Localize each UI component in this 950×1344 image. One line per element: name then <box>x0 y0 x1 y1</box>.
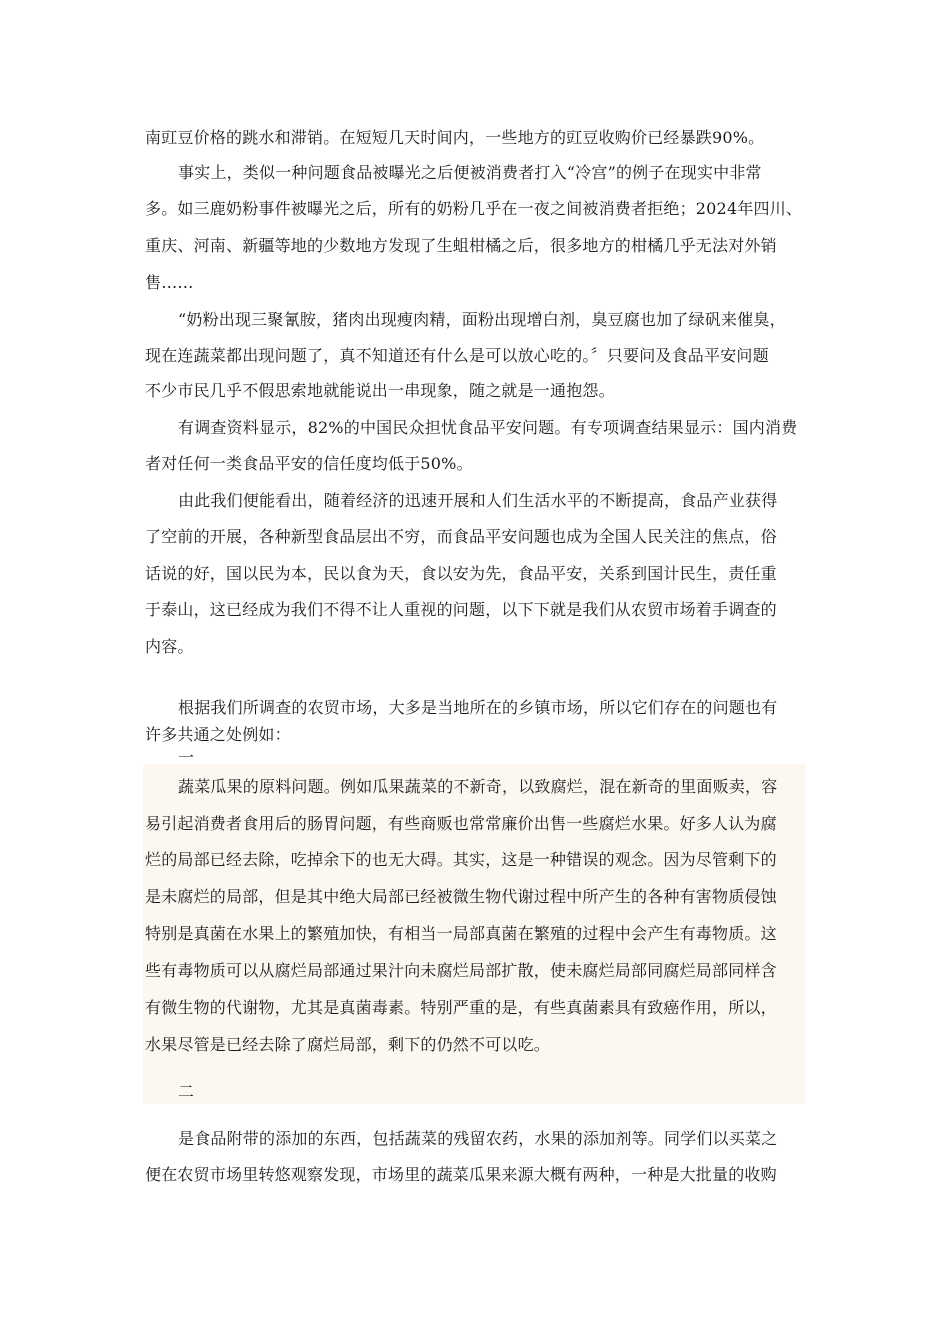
text-line: 了空前的开展，各种新型食品层出不穷，而食品平安问题也成为全国人民关注的焦点，俗 <box>145 527 777 546</box>
text-line: 多。如三鹿奶粉事件被曝光之后，所有的奶粉几乎在一夜之间被消费者拒绝；2024年四川、 <box>145 199 803 218</box>
text-line: 易引起消费者食用后的肠胃问题，有些商贩也常常廉价出售一些腐烂水果。好多人认为腐 <box>145 814 777 833</box>
text-line: 有微生物的代谢物，尤其是真菌毒素。特别严重的是，有些真菌素具有致癌作用，所以， <box>145 998 777 1017</box>
text-line: “奶粉出现三聚氰胺，猪肉出现瘦肉精，面粉出现增白剂，臭豆腐也加了绿矾来催臭， <box>178 310 786 329</box>
text-line: 水果尽管是已经去除了腐烂局部，剩下的仍然不可以吃。 <box>145 1035 551 1054</box>
text-line: 现在连蔬菜都出现问题了，真不知道还有什么是可以放心吃的。〞只要问及食品平安问题 <box>145 346 769 365</box>
text-line: 便在农贸市场里转悠观察发现，市场里的蔬菜瓜果来源大概有两种，一种是大批量的收购 <box>145 1165 777 1184</box>
text-line: 些有毒物质可以从腐烂局部通过果汁向未腐烂局部扩散，使未腐烂局部同腐烂局部同样含 <box>145 961 777 980</box>
text-line: 是未腐烂的局部，但是其中绝大局部已经被微生物代谢过程中所产生的各种有害物质侵蚀 <box>145 887 777 906</box>
text-line: 南豇豆价格的跳水和滞销。在短短几天时间内，一些地方的豇豆收购价已经暴跌90%。 <box>145 128 765 147</box>
text-line: 许多共通之处例如： <box>145 725 291 744</box>
text-line: 特别是真菌在水果上的繁殖加快，有相当一局部真菌在繁殖的过程中会产生有毒物质。这 <box>145 924 777 943</box>
text-line: 是食品附带的添加的东西，包括蔬菜的残留农药，水果的添加剂等。同学们以买菜之 <box>178 1129 778 1148</box>
text-line: 于泰山，这已经成为我们不得不让人重视的问题，以下下就是我们从农贸市场着手调查的 <box>145 600 777 619</box>
text-line: 者对任何一类食品平安的信任度均低于50%。 <box>145 454 473 473</box>
section-heading: 一 <box>178 748 195 767</box>
text-line: 根据我们所调查的农贸市场，大多是当地所在的乡镇市场，所以它们存在的问题也有 <box>178 698 778 717</box>
text-line: 烂的局部已经去除，吃掉余下的也无大碍。其实，这是一种错误的观念。因为尽管剩下的 <box>145 850 777 869</box>
text-line: 不少市民几乎不假思索地就能说出一串现象，随之就是一通抱怨。 <box>145 381 615 400</box>
text-line: 重庆、河南、新疆等地的少数地方发现了生蛆柑橘之后，很多地方的柑橘几乎无法对外销 <box>145 236 777 255</box>
text-line: 售…… <box>145 273 194 292</box>
text-line: 事实上，类似一种问题食品被曝光之后便被消费者打入“冷宫”的例子在现实中非常 <box>178 163 762 182</box>
text-line: 话说的好，国以民为本，民以食为天，食以安为先，食品平安，关系到国计民生，责任重 <box>145 564 777 583</box>
text-line: 蔬菜瓜果的原料问题。例如瓜果蔬菜的不新奇，以致腐烂，混在新奇的里面贩卖，容 <box>178 777 778 796</box>
text-line: 由此我们便能看出，随着经济的迅速开展和人们生活水平的不断提高，食品产业获得 <box>178 491 778 510</box>
text-line: 内容。 <box>145 637 194 656</box>
section-heading: 二 <box>178 1082 195 1101</box>
text-line: 有调查资料显示，82%的中国民众担忧食品平安问题。有专项调查结果显示：国内消费 <box>178 418 798 437</box>
